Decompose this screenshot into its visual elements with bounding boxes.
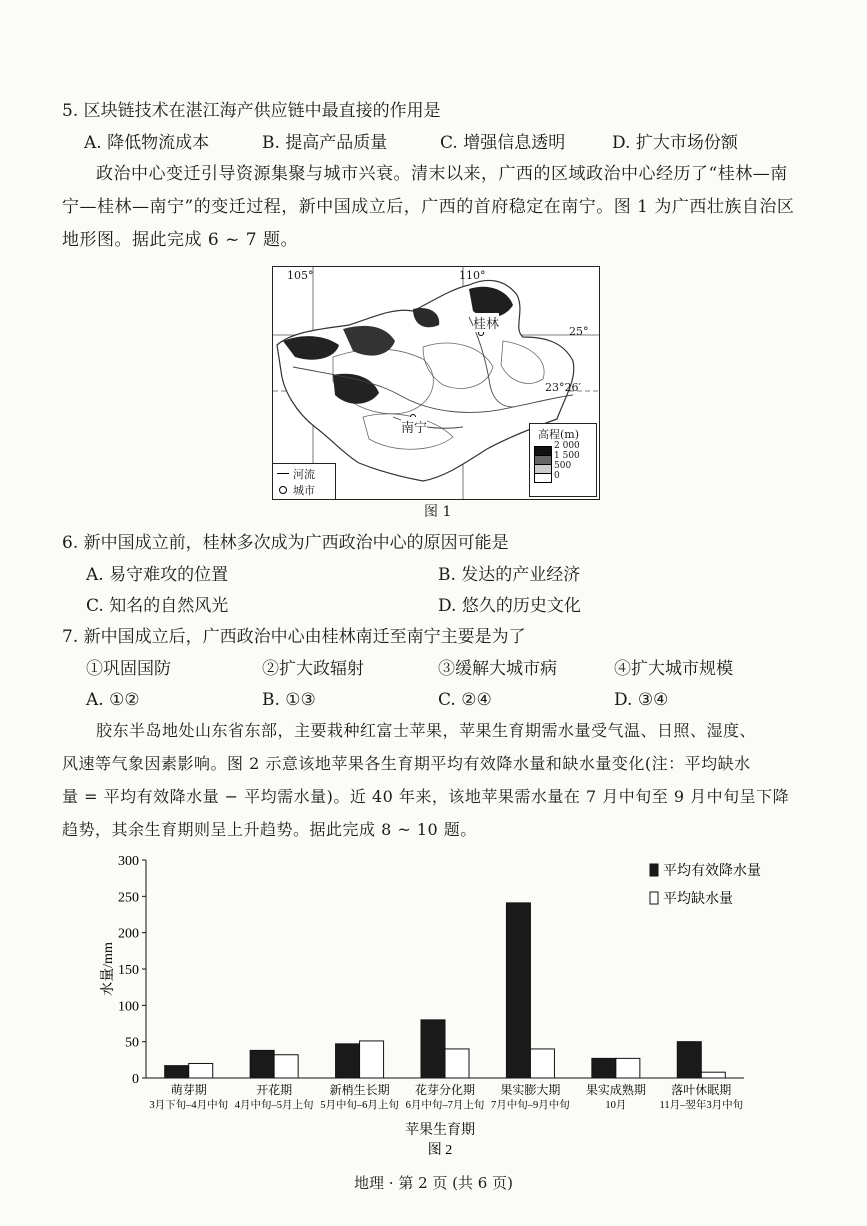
city-legend-label: 城市 bbox=[293, 484, 315, 497]
legend-swatch-0 bbox=[534, 473, 552, 483]
bar-precipitation bbox=[592, 1058, 616, 1078]
q6-stem: 6. 新中国成立前，桂林多次成为广西政治中心的原因可能是 bbox=[62, 533, 509, 553]
lat-label-tropic: 23°26′ bbox=[545, 381, 581, 394]
bar-water-deficit bbox=[445, 1049, 469, 1078]
y-tick-label: 0 bbox=[132, 1072, 139, 1087]
legend-swatch bbox=[650, 864, 658, 876]
q5-option-b: B. 提高产品质量 bbox=[262, 133, 388, 153]
q7-statement-4: ④扩大城市规模 bbox=[614, 659, 733, 679]
x-category-sublabel: 5月中旬–6月上旬 bbox=[320, 1100, 399, 1111]
x-category-sublabel: 10月 bbox=[605, 1100, 627, 1111]
x-category-label: 落叶休眠期 bbox=[671, 1083, 732, 1097]
lon-label-105: 105° bbox=[287, 269, 314, 282]
q7-statement-3: ③缓解大城市病 bbox=[438, 659, 557, 679]
figure-2-chart bbox=[100, 848, 790, 1168]
bar-chart-svg bbox=[100, 848, 790, 1168]
bar-water-deficit bbox=[189, 1063, 213, 1078]
y-tick-label: 100 bbox=[118, 999, 139, 1015]
city-label-nanning: 南宁 bbox=[401, 417, 427, 436]
legend-swatch bbox=[650, 892, 658, 904]
x-category-sublabel: 6月中旬–7月上旬 bbox=[405, 1100, 485, 1111]
bar-water-deficit bbox=[616, 1058, 640, 1078]
river-legend-label: 河流 bbox=[293, 468, 315, 481]
x-category-sublabel: 4月中旬–5月上旬 bbox=[234, 1100, 314, 1111]
x-category-label: 果实成熟期 bbox=[585, 1083, 646, 1097]
q7-statement-2: ②扩大政辐射 bbox=[262, 659, 364, 679]
passage2-line-3: 量 = 平均有效降水量 − 平均需水量)。近 40 年来，该地苹果需水量在 7 月中旬至 9 月中旬呈下降 bbox=[62, 787, 790, 806]
x-axis-label: 苹果生育期 bbox=[405, 1123, 475, 1138]
bar-precipitation bbox=[165, 1066, 189, 1078]
q5-option-c: C. 增强信息透明 bbox=[440, 133, 566, 153]
y-axis-label: 水量/mm bbox=[101, 942, 116, 996]
legend-label-2000: 2 000 bbox=[554, 441, 580, 451]
bar-precipitation bbox=[677, 1042, 701, 1078]
bar-precipitation bbox=[250, 1050, 274, 1078]
passage1-line-2: 宁—桂林—南宁”的变迁过程，新中国成立后，广西的首府稳定在南宁。图 1 为广西壮族自治区 bbox=[62, 197, 795, 217]
y-tick-label: 150 bbox=[118, 963, 139, 978]
x-category-sublabel: 7月中旬–9月中旬 bbox=[491, 1100, 570, 1111]
x-category-sublabel: 11月–翌年3月中旬 bbox=[659, 1100, 744, 1111]
y-tick-label: 50 bbox=[125, 1035, 139, 1051]
x-category-sublabel: 3月下旬–4月中旬 bbox=[149, 1100, 229, 1111]
bar-water-deficit bbox=[274, 1055, 298, 1078]
bar-water-deficit bbox=[530, 1049, 554, 1078]
x-category-label: 开花期 bbox=[256, 1083, 293, 1097]
bar-precipitation bbox=[506, 903, 530, 1078]
q7-statement-1: ①巩固国防 bbox=[86, 659, 171, 679]
city-legend-icon bbox=[279, 486, 287, 494]
figure-2-caption: 图 2 bbox=[427, 1143, 453, 1158]
page-footer: 地理 · 第 2 页 (共 6 页) bbox=[354, 1174, 513, 1192]
bar-water-deficit bbox=[701, 1072, 725, 1078]
q7-option-c: C. ②④ bbox=[438, 690, 492, 710]
q6-option-c: C. 知名的自然风光 bbox=[86, 596, 229, 616]
passage2-line-1: 胶东半岛地处山东省东部，主要栽种红富士苹果，苹果生育期需水量受气温、日照、湿度、 bbox=[96, 721, 757, 740]
legend-label: 平均缺水量 bbox=[663, 892, 733, 907]
legend-label-500: 500 bbox=[554, 461, 572, 471]
q6-option-d: D. 悠久的历史文化 bbox=[438, 596, 581, 616]
x-category-label: 新梢生长期 bbox=[329, 1083, 390, 1097]
city-label-guilin: 桂林 bbox=[473, 313, 499, 332]
bar-precipitation bbox=[336, 1044, 360, 1078]
lon-label-110: 110° bbox=[459, 269, 486, 282]
q6-option-b: B. 发达的产业经济 bbox=[438, 565, 581, 585]
legend-label: 平均有效降水量 bbox=[663, 864, 761, 879]
q7-option-b: B. ①③ bbox=[262, 690, 316, 710]
passage2-line-2: 风速等气象因素影响。图 2 示意该地苹果各生育期平均有效降水量和缺水量变化(注：平均缺水 bbox=[62, 754, 751, 773]
q7-option-d: D. ③④ bbox=[614, 690, 669, 710]
x-category-label: 花芽分化期 bbox=[414, 1083, 476, 1097]
q7-stem: 7. 新中国成立后，广西政治中心由桂林南迁至南宁主要是为了 bbox=[62, 627, 526, 647]
y-tick-label: 200 bbox=[118, 926, 139, 942]
guangxi-terrain-map bbox=[272, 266, 600, 500]
elevation-legend bbox=[529, 423, 597, 497]
river-legend-icon bbox=[277, 473, 289, 474]
q5-stem: 5. 区块链技术在湛江海产供应链中最直接的作用是 bbox=[62, 101, 441, 121]
bar-precipitation bbox=[421, 1020, 445, 1078]
x-category-label: 果实膨大期 bbox=[500, 1083, 561, 1097]
q5-option-a: A. 降低物流成本 bbox=[84, 133, 210, 153]
passage2-line-4: 趋势，其余生育期则呈上升趋势。据此完成 8 ~ 10 题。 bbox=[62, 820, 477, 839]
bar-water-deficit bbox=[360, 1041, 384, 1078]
passage1-line-1: 政治中心变迁引导资源集聚与城市兴衰。清末以来，广西的区域政治中心经历了“桂林—南 bbox=[96, 164, 788, 184]
symbol-legend bbox=[273, 463, 336, 500]
q5-option-d: D. 扩大市场份额 bbox=[612, 133, 738, 153]
q6-option-a: A. 易守难攻的位置 bbox=[86, 565, 229, 585]
q7-option-a: A. ①② bbox=[86, 690, 140, 710]
legend-title: 高程(m) bbox=[538, 428, 580, 441]
x-category-label: 萌芽期 bbox=[170, 1083, 207, 1097]
y-tick-label: 300 bbox=[118, 854, 139, 869]
passage1-line-3: 地形图。据此完成 6 ~ 7 题。 bbox=[62, 230, 298, 250]
y-tick-label: 250 bbox=[118, 890, 139, 906]
figure-1-caption: 图 1 bbox=[424, 504, 452, 520]
legend-label-1500: 1 500 bbox=[554, 451, 580, 461]
lat-label-25: 25° bbox=[569, 325, 589, 338]
legend-label-0: 0 bbox=[554, 471, 560, 481]
